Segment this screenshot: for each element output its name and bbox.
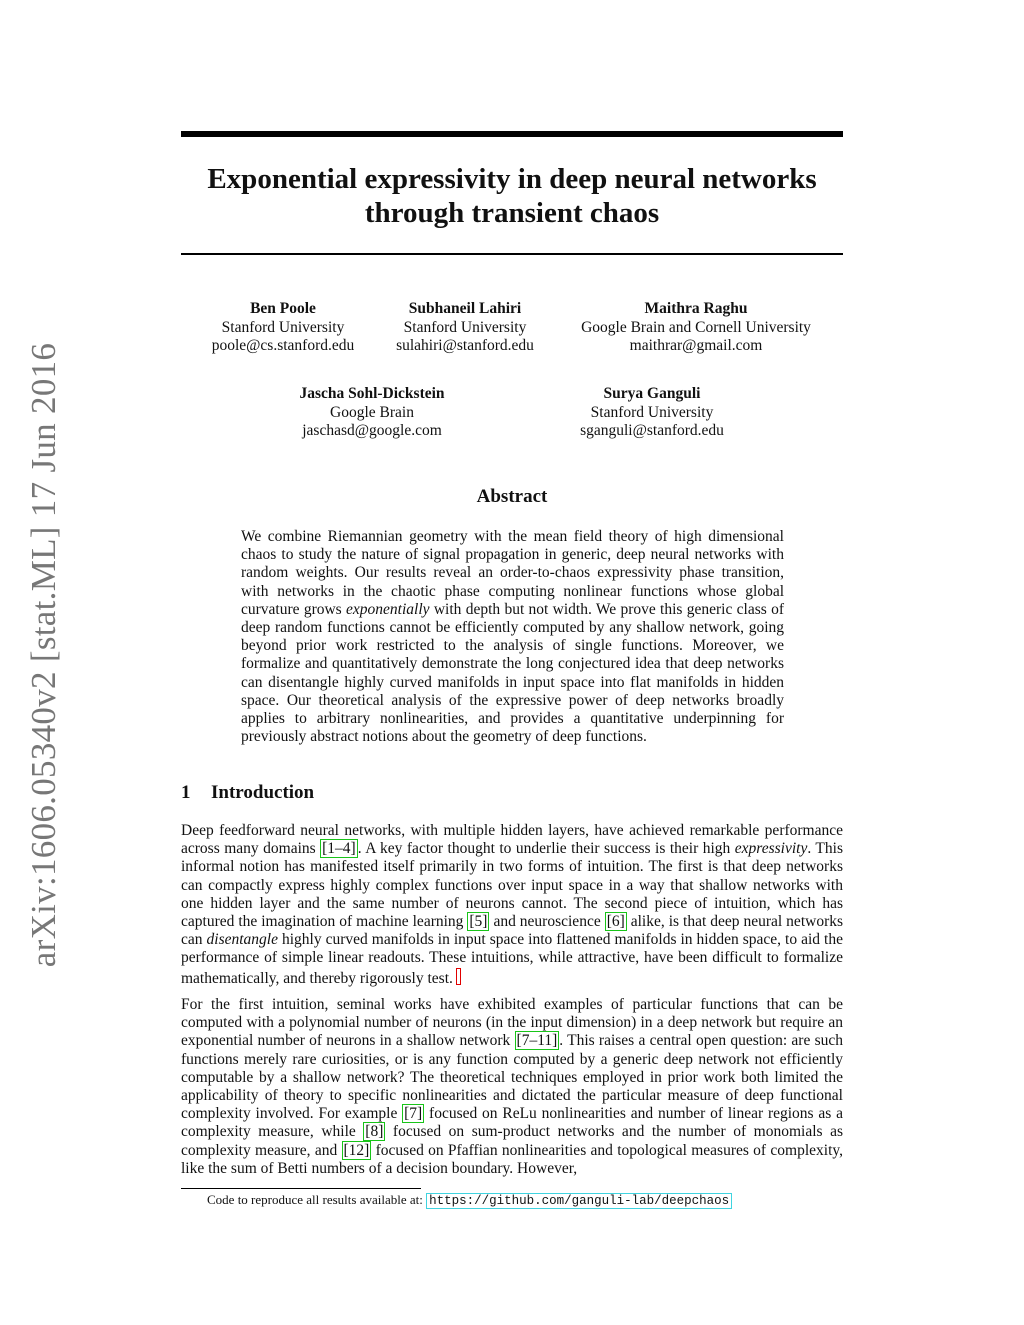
intro-paragraph-1: Deep feedforward neural networks, with multiple hidden layers, have achieved remarkable performance across many domains [1–4] . A key factor thought to underlie their success is their high expressivity. This informal notion has manifested itself primarily in two forms of intuition. The first is that deep networks can compactly express highly complex functions over input space in a way that shallow networks with one hidden layer and the same number of neurons cannot. The second piece of intuition, which has captured the imagination of machine learning [5] and neuroscience [6] alike, is that deep neural networks can disentangle highly curved manifolds in input space into flattened manifolds in hidden space, to aid the performance of simple linear readouts. These intuitions, while attractive, have been difficult to formalize mathematically, and thereby rigorously test.	[181, 822, 844, 987]
author-affiliation: Stanford University	[403, 318, 527, 336]
author-block	[198, 300, 368, 356]
author-name: Surya Ganguli	[603, 385, 701, 402]
author-affiliation: Stanford University	[590, 403, 714, 421]
author-name: Jascha Sohl-Dickstein	[299, 385, 445, 402]
citation-link[interactable]: [8]	[365, 1123, 384, 1141]
author-name: Ben Poole	[250, 300, 316, 317]
section-number: 1	[181, 782, 191, 803]
title-bottom-rule	[181, 253, 843, 255]
author-block	[277, 385, 467, 441]
author-affiliation: Google Brain and Cornell University	[581, 318, 811, 336]
citation-link[interactable]: [1–4]	[322, 840, 356, 858]
author-email: poole@cs.stanford.edu	[211, 337, 355, 354]
abstract-text: We combine Riemannian geometry with the mean field theory of high dimensional chaos to study the nature of signal propagation in generic, deep neural networks with random weights. Our results reveal an order-to-chaos expressivity phase transition, with networks in the chaotic phase computing nonlinear functions whose global curvature grows exponentially with depth but not width. We prove this generic class of deep random functions cannot be efficiently computed by any shallow network, going beyond prior work restricted to the analysis of single functions. Moreover, we formalize and quantitatively demonstrate the long conjectured idea that deep networks can disentangle highly curved manifolds in input space into flat manifolds in hidden space. Our theoretical analysis of the expressive power of deep networks broadly applies to arbitrary nonlinearities, and provides a quantitative underpinning for previously abstract notions about the geometry of deep functions.	[241, 528, 785, 746]
author-block	[380, 300, 550, 356]
repository-url-link[interactable]: https://github.com/ganguli-lab/deepchaos	[426, 1193, 732, 1209]
author-affiliation: Google Brain	[330, 403, 414, 421]
footnote	[207, 1192, 732, 1208]
footnote-marker-link[interactable]	[456, 968, 461, 985]
author-email: jaschasd@google.com	[302, 422, 442, 439]
author-email: sganguli@stanford.edu	[580, 422, 724, 439]
title-top-rule	[181, 131, 843, 137]
arxiv-identifier: arXiv:1606.05340v2 [stat.ML] 17 Jun 2016	[24, 342, 63, 968]
citation-link[interactable]: [12]	[343, 1141, 370, 1159]
author-email: maithrar@gmail.com	[629, 337, 763, 354]
citation-link[interactable]: [7]	[404, 1105, 423, 1123]
section-heading	[181, 782, 314, 804]
paper-title: Exponential expressivity in deep neural networks through transient chaos	[207, 163, 817, 229]
citation-link[interactable]: [7–11]	[516, 1032, 558, 1050]
author-email: sulahiri@stanford.edu	[396, 337, 534, 354]
author-name: Subhaneil Lahiri	[408, 300, 522, 317]
author-block	[562, 385, 742, 441]
author-affiliation: Stanford University	[221, 318, 345, 336]
author-name: Maithra Raghu	[644, 300, 748, 317]
author-block	[566, 300, 826, 356]
section-title: Introduction	[211, 782, 315, 803]
footnote-text: Code to reproduce all results available at:	[207, 1192, 427, 1207]
footnote-rule	[181, 1188, 421, 1189]
citation-link[interactable]: [5]	[469, 913, 488, 931]
abstract-heading: Abstract	[476, 486, 548, 507]
citation-link[interactable]: [6]	[606, 913, 625, 931]
intro-paragraph-2: For the first intuition, seminal works have exhibited examples of particular functions that can be computed with a polynomial number of neurons (in the input dimension) in a deep network but require an exponential number of neurons in a shallow network [7–11] . This raises a central open question: are such functions merely rare curiosities, or is any function computed by a generic deep network not efficiently computable by a shallow network? The theoretical techniques employed in prior work both limited the applicability of theory to specific nonlinearities and dictated the particular measure of deep functional complexity involved. For example [7] focused on ReLu nonlinearities and number of linear regions as a complexity measure, while [8] focused on sum-product networks and the number of monomials as complexity measure, and [12] focused on Pfaffian nonlinearities and topological measures of complexity, like the sum of Betti numbers of a decision boundary. However,	[181, 996, 843, 1177]
